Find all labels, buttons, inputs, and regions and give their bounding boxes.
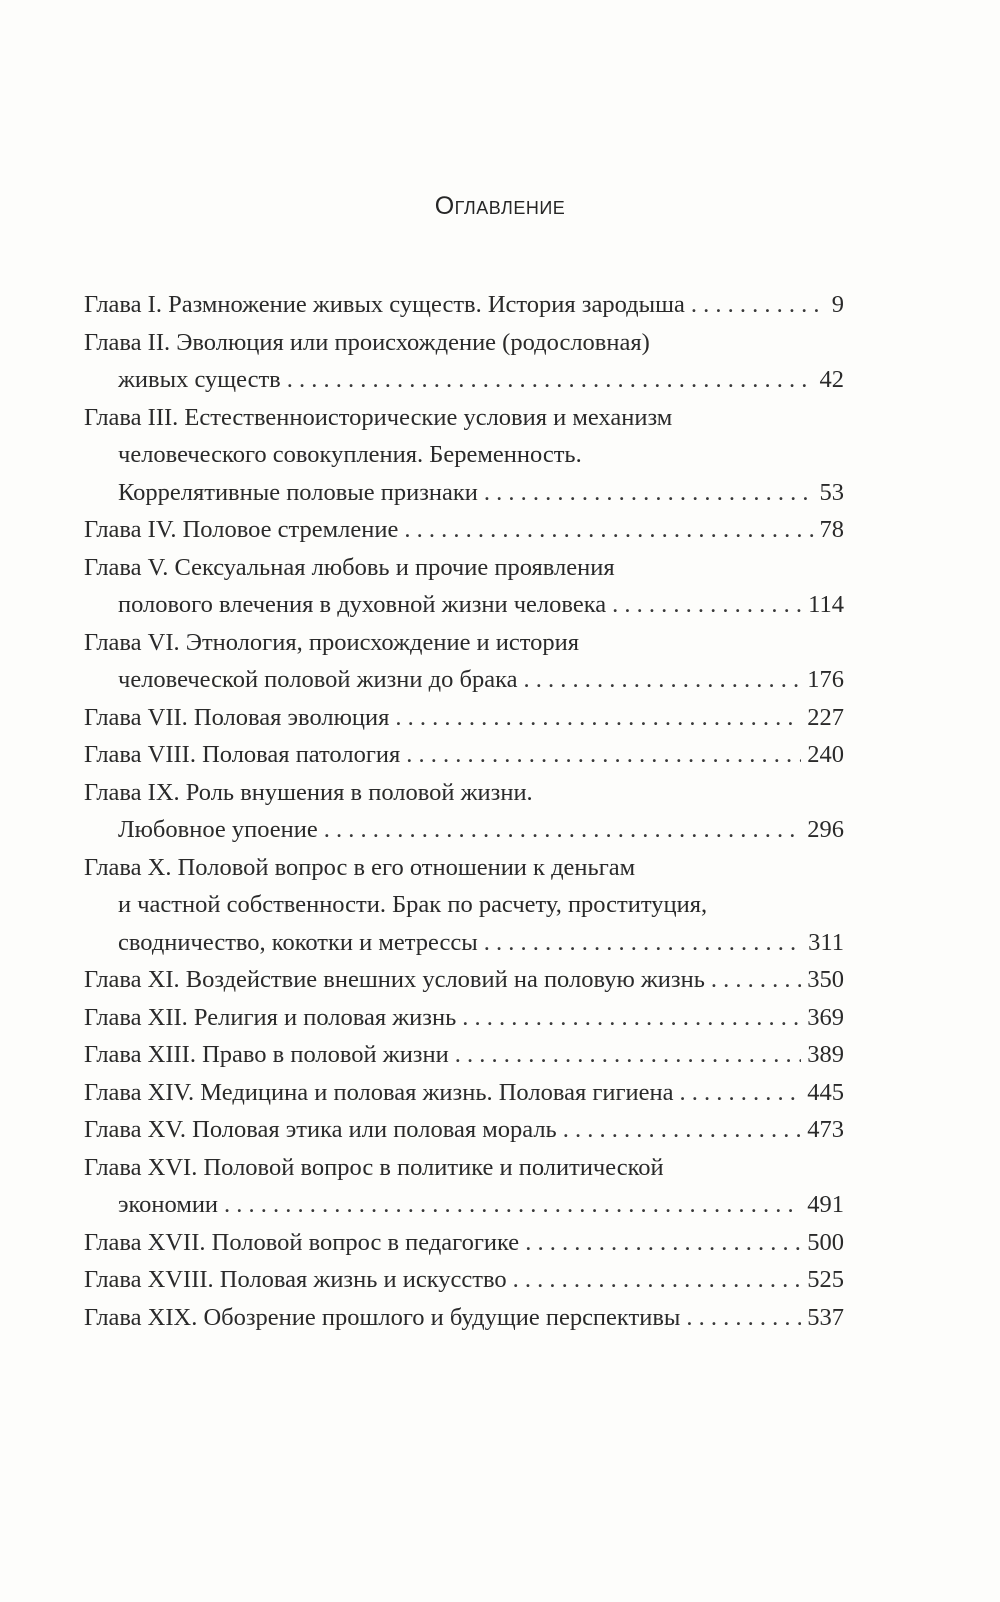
dot-leader xyxy=(404,511,813,549)
page-number: 176 xyxy=(807,666,844,693)
page-number: 445 xyxy=(807,1078,844,1106)
page-number: 296 xyxy=(807,816,844,843)
dot-leader xyxy=(224,1186,801,1224)
dot-leader xyxy=(324,811,802,849)
dot-leader xyxy=(563,1111,802,1149)
toc-entry-line: Глава XI. Воздействие внешних условий на половую жизнь xyxy=(84,966,705,993)
table-of-contents xyxy=(84,286,844,1336)
dot-leader xyxy=(686,1299,801,1337)
toc-entry xyxy=(84,1224,844,1262)
toc-entry-line: Глава II. Эволюция или происхождение (родословная) xyxy=(84,328,650,356)
toc-entry-line: человеческого совокупления. Беременность. xyxy=(118,441,582,468)
page-number: 53 xyxy=(819,478,844,506)
toc-entry-line: и частной собственности. Брак по расчету, проституция, xyxy=(118,891,708,918)
toc-entry-line: Глава X. Половой вопрос в его отношении к деньгам xyxy=(84,853,636,881)
dot-leader xyxy=(711,961,801,999)
dot-leader xyxy=(395,699,801,737)
toc-entry xyxy=(84,736,844,774)
toc-entry-line: Глава VII. Половая эволюция xyxy=(84,703,390,731)
toc-entry xyxy=(84,1261,844,1299)
dot-leader xyxy=(462,999,801,1037)
dot-leader xyxy=(680,1074,802,1112)
page-number: 311 xyxy=(808,928,844,956)
page-number: 114 xyxy=(808,591,844,618)
toc-entry xyxy=(84,549,844,624)
toc-entry-line: Глава IV. Половое стремление xyxy=(84,516,399,543)
toc-entry-line: Глава XV. Половая этика или половая мораль xyxy=(84,1116,557,1143)
toc-entry-line: Глава XII. Религия и половая жизнь xyxy=(84,1003,457,1031)
page-number: 350 xyxy=(807,966,844,993)
dot-leader xyxy=(455,1036,802,1074)
toc-entry-line: Глава IX. Роль внушения в половой жизни. xyxy=(84,778,533,806)
toc-entry xyxy=(84,324,844,399)
dot-leader xyxy=(524,661,802,699)
page-number: 42 xyxy=(819,366,844,393)
toc-entry-line: Глава I. Размножение живых существ. История зародыша xyxy=(84,291,685,318)
toc-entry-line: живых существ xyxy=(118,366,281,393)
page-number: 9 xyxy=(831,291,844,318)
page-number: 491 xyxy=(807,1191,844,1218)
toc-entry xyxy=(84,624,844,699)
page-number: 240 xyxy=(807,741,844,768)
toc-entry-line: Глава XIV. Медицина и половая жизнь. Половая гигиена xyxy=(84,1078,674,1106)
toc-entry-line: Глава III. Естественноисторические условия и механизм xyxy=(84,403,673,431)
dot-leader xyxy=(287,361,814,399)
toc-entry-line: сводничество, кокотки и метрессы xyxy=(118,928,478,956)
toc-entry xyxy=(84,1111,844,1149)
dot-leader xyxy=(612,586,802,624)
page-number: 78 xyxy=(819,516,844,543)
toc-entry-line: Глава XIII. Право в половой жизни xyxy=(84,1041,449,1068)
toc-entry xyxy=(84,399,844,512)
dot-leader xyxy=(513,1261,802,1299)
page-number: 500 xyxy=(807,1228,844,1256)
toc-entry xyxy=(84,1299,844,1337)
toc-entry xyxy=(84,774,844,849)
page-number: 525 xyxy=(807,1266,844,1293)
toc-entry-line: человеческой половой жизни до брака xyxy=(118,666,518,693)
dot-leader xyxy=(525,1224,801,1262)
toc-entry-line: Глава XVIII. Половая жизнь и искусство xyxy=(84,1266,507,1293)
dot-leader xyxy=(484,474,814,512)
toc-entry-line: Глава VIII. Половая патология xyxy=(84,741,401,768)
toc-entry xyxy=(84,699,844,737)
toc-entry-line: экономии xyxy=(118,1191,219,1218)
page-title: Оглавление xyxy=(434,192,566,220)
page-number: 473 xyxy=(807,1116,844,1143)
toc-entry-line: Глава V. Сексуальная любовь и прочие проявления xyxy=(84,553,615,581)
toc-entry xyxy=(84,1074,844,1112)
toc-entry-line: Глава XIX. Обозрение прошлого и будущие перспективы xyxy=(84,1303,681,1331)
toc-entry-line: Любовное упоение xyxy=(118,816,318,843)
dot-leader xyxy=(691,286,826,324)
page-number: 537 xyxy=(807,1303,844,1331)
toc-entry-line: Глава VI. Этнология, происхождение и история xyxy=(84,628,580,656)
toc-entry xyxy=(84,999,844,1037)
toc-entry-line: Глава XVI. Половой вопрос в политике и политической xyxy=(84,1153,664,1181)
dot-leader xyxy=(406,736,801,774)
toc-entry xyxy=(84,286,844,324)
page-number: 227 xyxy=(807,703,844,731)
toc-entry xyxy=(84,849,844,962)
toc-entry xyxy=(84,961,844,999)
toc-entry-line: Коррелятивные половые признаки xyxy=(118,478,478,506)
toc-entry xyxy=(84,511,844,549)
toc-entry xyxy=(84,1149,844,1224)
page-number: 389 xyxy=(807,1041,844,1068)
toc-entry xyxy=(84,1036,844,1074)
page-number: 369 xyxy=(807,1003,844,1031)
toc-entry-line: Глава XVII. Половой вопрос в педагогике xyxy=(84,1228,520,1256)
toc-entry-line: полового влечения в духовной жизни человека xyxy=(118,591,607,618)
dot-leader xyxy=(484,924,802,962)
